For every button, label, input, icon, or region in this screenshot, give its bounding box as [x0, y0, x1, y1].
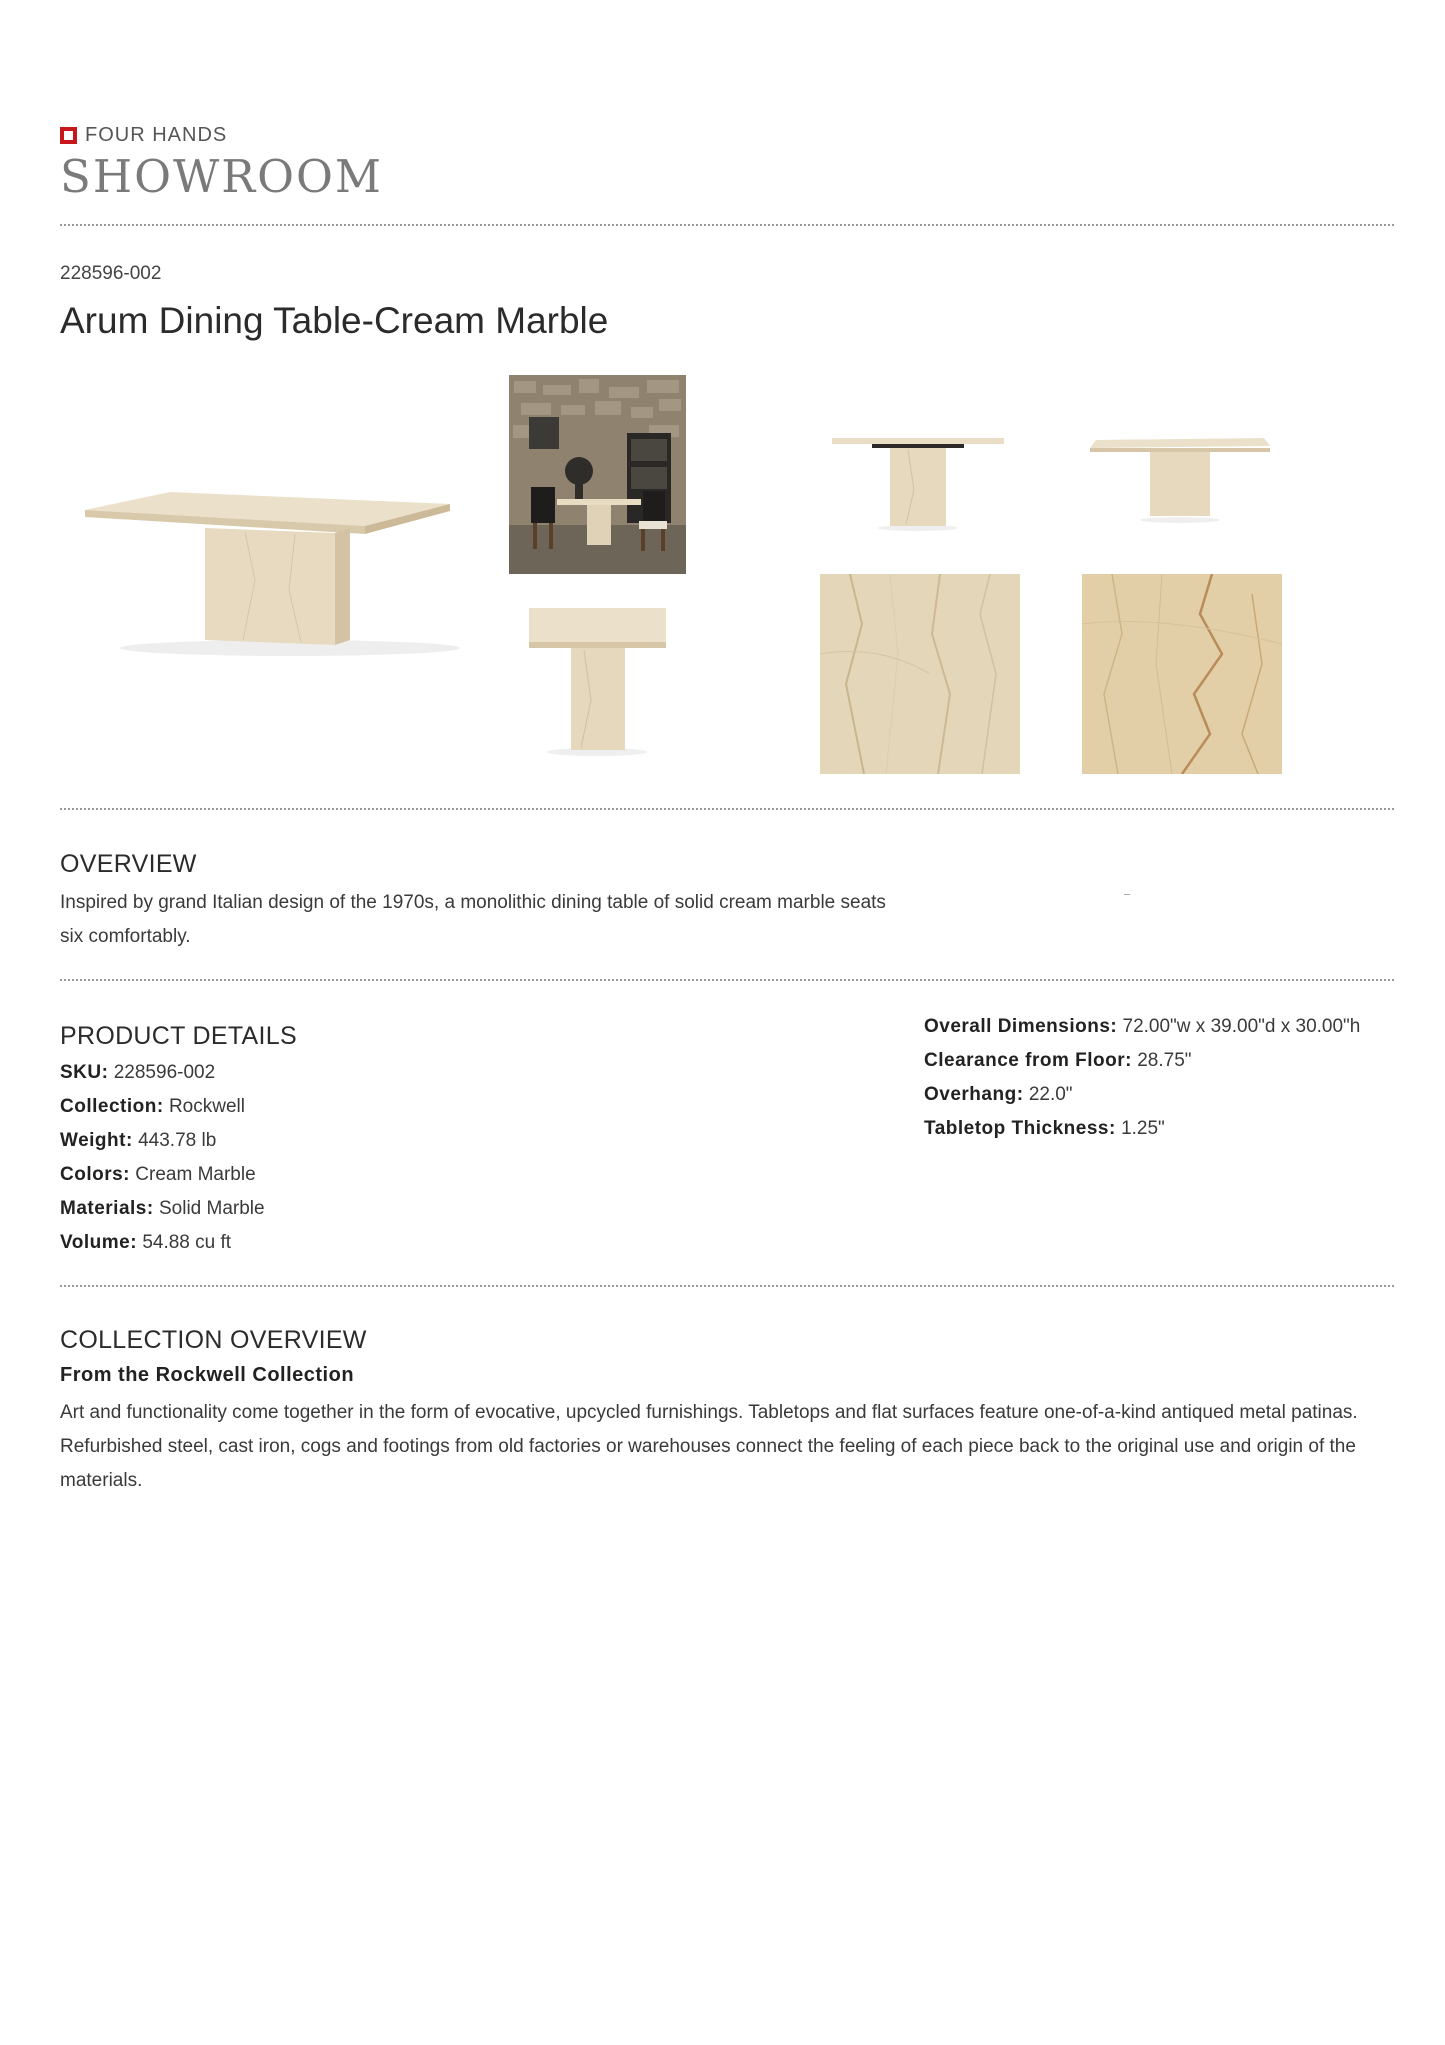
detail-sku: SKU: 228596-002: [60, 1062, 216, 1083]
product-details-right: [924, 1010, 1360, 1146]
divider: [60, 1285, 1394, 1287]
product-details-left: [60, 1056, 265, 1260]
product-details-heading: PRODUCT DETAILS: [60, 1022, 297, 1050]
detail-clearance: Clearance from Floor: 28.75": [924, 1050, 1192, 1071]
overview-text: Inspired by grand Italian design of the 1970s, a monolithic dining table of solid cream marble seats six comfortably.: [60, 892, 886, 947]
separator-mark: [1124, 894, 1130, 895]
marble-swatch-1: [820, 574, 1020, 774]
table-side-view-right: [1080, 420, 1280, 535]
detail-weight: Weight: 443.78 lb: [60, 1130, 217, 1151]
detail-volume: Volume: 54.88 cu ft: [60, 1232, 232, 1253]
brand-logo: [60, 124, 227, 147]
divider: [60, 979, 1394, 981]
collection-subheading: From the Rockwell Collection: [60, 1364, 355, 1386]
detail-overhang: Overhang: 22.0": [924, 1084, 1073, 1105]
collection-overview-text: Art and functionality come together in the form of evocative, upcycled furnishings. Tabletops and flat surfaces feature one-of-a-kind antiqued metal patinas. Refurbished steel, cast iron, cogs and footings from old factories or warehouses connect the feeling of each piece back to the original use and origin of the materials.: [60, 1402, 1358, 1491]
divider: [60, 808, 1394, 810]
overview-heading: OVERVIEW: [60, 850, 197, 878]
divider: [60, 224, 1394, 226]
brand-showroom: SHOWROOM: [60, 150, 383, 203]
detail-materials: Materials: Solid Marble: [60, 1198, 265, 1219]
table-side-view-top: [818, 420, 1018, 535]
table-front-view: [509, 600, 686, 760]
detail-colors: Colors: Cream Marble: [60, 1164, 256, 1185]
brand-company: FOUR HANDS: [85, 124, 228, 146]
brand-mark-icon: [60, 127, 77, 144]
detail-tabletop-thickness: Tabletop Thickness: 1.25": [924, 1118, 1165, 1139]
sku-header: 228596-002: [60, 263, 162, 284]
marble-swatch-2: [1082, 574, 1282, 774]
collection-overview-heading: COLLECTION OVERVIEW: [60, 1326, 367, 1354]
table-angle-view: [75, 470, 505, 670]
page-title: Arum Dining Table-Cream Marble: [60, 300, 609, 341]
detail-collection: Collection: Rockwell: [60, 1096, 245, 1117]
detail-overall-dimensions: Overall Dimensions: 72.00"w x 39.00"d x 30.00"h: [924, 1016, 1361, 1037]
table-room-scene: [509, 375, 686, 574]
